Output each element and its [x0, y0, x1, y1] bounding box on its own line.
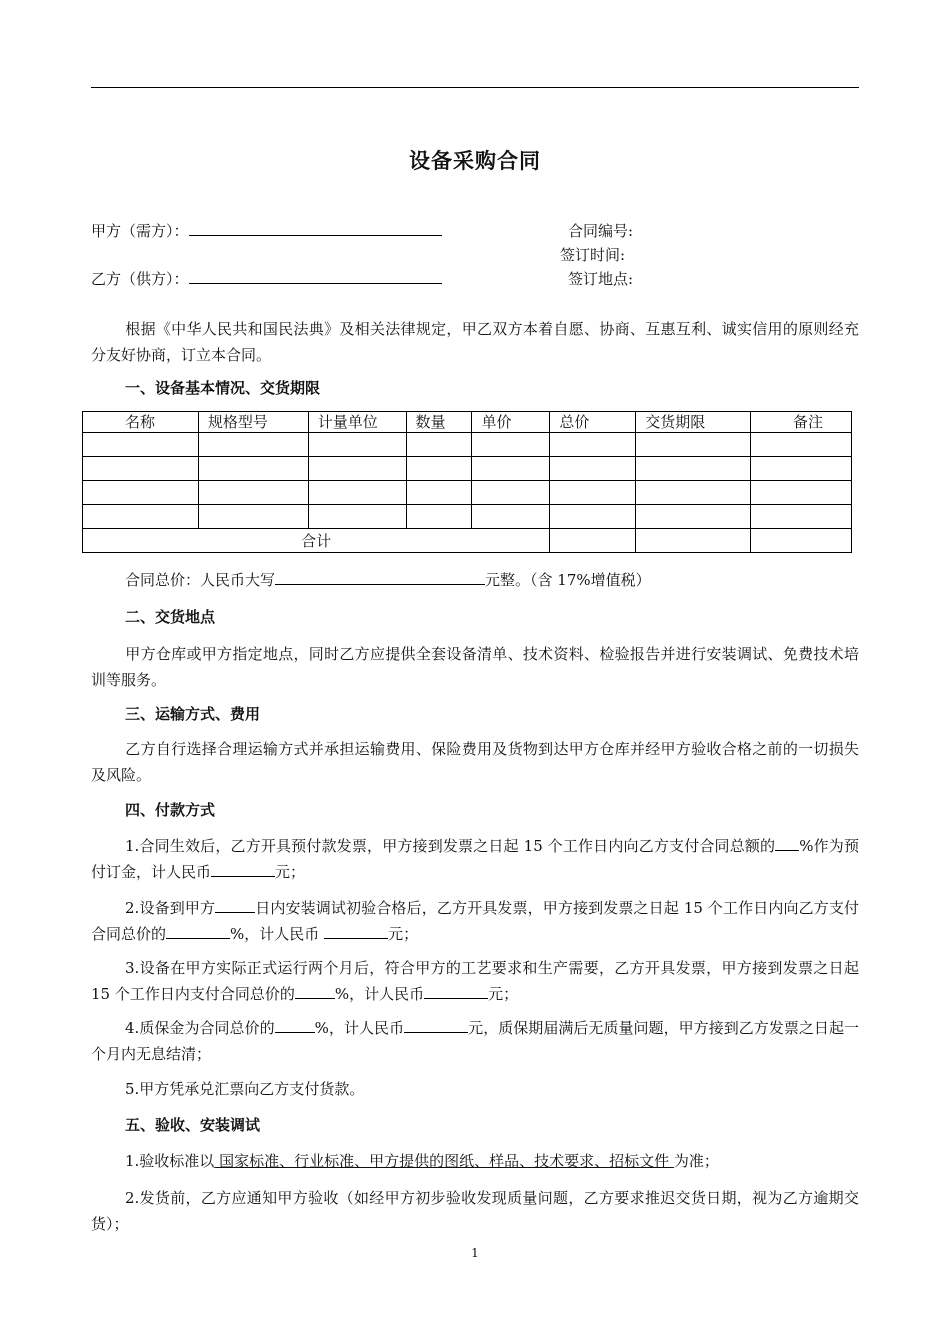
party-a-label: 甲方（需方）： [91, 222, 189, 240]
section1-heading: 一、设备基本情况、交货期限 [125, 379, 321, 397]
table-cell[interactable] [751, 529, 852, 553]
party-a-field[interactable] [189, 221, 442, 236]
payment-item-1-text: %作为预付订金，计人民币 [91, 837, 859, 881]
warranty-percent-blank[interactable] [275, 1018, 315, 1033]
table-cell[interactable] [472, 457, 550, 481]
table-cell[interactable] [472, 481, 550, 505]
prepay-percent-blank[interactable] [775, 836, 799, 851]
acceptance-item-2-text: 2.发货前，乙方应通知甲方验收（如经甲方初步验收发现质量问题，乙方要求推迟交货日期，视为乙方逾期交货）； [91, 1189, 859, 1233]
table-cell[interactable] [406, 505, 472, 529]
operation-percent-blank[interactable] [295, 984, 335, 999]
col-header: 备注 [751, 412, 852, 433]
table-cell[interactable] [83, 457, 199, 481]
table-cell[interactable] [636, 433, 751, 457]
payment-item-2-text: %，计人民币 [230, 925, 320, 943]
table-cell[interactable] [472, 505, 550, 529]
section4-heading: 四、付款方式 [125, 801, 216, 819]
table-header-row [83, 412, 852, 433]
table-row [83, 433, 852, 457]
table-cell[interactable] [550, 457, 636, 481]
col-header: 交货期限 [636, 412, 751, 433]
col-header: 名称 [83, 412, 199, 433]
table-cell[interactable] [636, 481, 751, 505]
table-cell[interactable] [751, 433, 852, 457]
table-cell[interactable] [308, 505, 406, 529]
table-total-row [83, 529, 852, 553]
section3-paragraph [91, 736, 859, 788]
acceptance-item-1 [91, 1148, 859, 1174]
document-title: 设备采购合同 [409, 148, 541, 173]
payment-item-1 [91, 833, 859, 885]
payment-item-5-text: 5.甲方凭承兑汇票向乙方支付货款。 [125, 1080, 365, 1098]
table-cell[interactable] [636, 505, 751, 529]
table-cell[interactable] [308, 481, 406, 505]
table-cell[interactable] [198, 505, 308, 529]
payment-item-2-text: 元； [388, 925, 419, 943]
payment-item-1-text: 元； [275, 863, 306, 881]
warranty-amount-blank[interactable] [404, 1018, 468, 1033]
table-cell[interactable] [406, 481, 472, 505]
total-value-cell[interactable] [550, 529, 636, 553]
col-header: 单价 [472, 412, 550, 433]
payment-item-4-text: 元，质保期届满后无质量问题，甲方接到乙方发票之日起一个月内无息结清； [91, 1019, 859, 1063]
table-cell[interactable] [472, 433, 550, 457]
install-days-blank[interactable] [215, 898, 255, 913]
payment-item-3-text: %，计人民币 [334, 985, 425, 1003]
party-b-line [91, 268, 442, 290]
payment-item-4 [91, 1015, 859, 1067]
table-cell[interactable] [198, 457, 308, 481]
table-row [83, 481, 852, 505]
sign-time-label: 签订时间: [560, 246, 626, 264]
header-rule [91, 87, 859, 88]
payment-item-2-text: 日内安装调试初验合格后，乙方开具发票，甲方接到发票之日起 15 个工作日内向乙方支付合同总价的 [91, 899, 859, 943]
col-header: 数量 [406, 412, 472, 433]
acceptance-amount-blank[interactable] [324, 924, 388, 939]
contract-no-label: 合同编号: [568, 222, 634, 240]
section5-heading: 五、验收、安装调试 [125, 1116, 261, 1134]
table-row [83, 457, 852, 481]
col-header: 规格型号 [198, 412, 308, 433]
table-cell[interactable] [550, 505, 636, 529]
total-price-blank[interactable] [275, 570, 485, 585]
total-label: 合计 [83, 529, 550, 553]
acceptance-item-1-text: 1.验收标准以 [125, 1152, 215, 1170]
acceptance-percent-blank[interactable] [166, 924, 230, 939]
table-cell[interactable] [308, 457, 406, 481]
table-cell[interactable] [83, 481, 199, 505]
acceptance-item-2 [91, 1185, 859, 1237]
payment-item-4-text: 4.质保金为合同总价的 [125, 1019, 275, 1037]
table-row [83, 505, 852, 529]
intro-paragraph [91, 316, 859, 368]
section3-text: 乙方自行选择合理运输方式并承担运输费用、保险费用及货物到达甲方仓库并经甲方验收合格之前的一切损失及风险。 [91, 740, 859, 784]
payment-item-1-text: 1.合同生效后，乙方开具预付款发票，甲方接到发票之日起 15 个工作日内向乙方支付合同总额的 [125, 837, 776, 855]
total-price-prefix: 合同总价：人民币大写 [125, 571, 276, 589]
payment-item-3 [91, 955, 859, 1007]
total-price-line [125, 569, 651, 591]
table-cell[interactable] [751, 481, 852, 505]
total-price-suffix: 元整。（含 17%增值税） [485, 571, 651, 589]
table-cell[interactable] [406, 457, 472, 481]
page-number: 1 [471, 1246, 479, 1260]
table-cell[interactable] [83, 505, 199, 529]
section2-heading: 二、交货地点 [125, 608, 216, 626]
section2-text: 甲方仓库或甲方指定地点，同时乙方应提供全套设备清单、技术资料、检验报告并进行安装调试、免费技术培训等服务。 [91, 645, 859, 689]
table-cell[interactable] [751, 505, 852, 529]
table-cell[interactable] [636, 529, 751, 553]
table-cell[interactable] [550, 481, 636, 505]
table-cell[interactable] [636, 457, 751, 481]
sign-place-label: 签订地点: [568, 270, 634, 288]
table-cell[interactable] [751, 457, 852, 481]
col-header: 总价 [550, 412, 636, 433]
table-cell[interactable] [308, 433, 406, 457]
payment-item-3-text: 3.设备在甲方实际正式运行两个月后，符合甲方的工艺要求和生产需要，乙方开具发票，甲方接到发票之日起 15 个工作日内支付合同总价的 [91, 959, 859, 1003]
party-b-field[interactable] [189, 269, 442, 284]
payment-item-5 [91, 1076, 859, 1102]
goods-table [82, 411, 852, 553]
payment-item-4-text: %，计人民币 [314, 1019, 405, 1037]
table-cell[interactable] [83, 433, 199, 457]
table-cell[interactable] [198, 433, 308, 457]
intro-text: 根据《中华人民共和国民法典》及相关法律规定，甲乙双方本着自愿、协商、互惠互利、诚实信用的原则经充分友好协商，订立本合同。 [91, 320, 859, 364]
acceptance-item-1-text: 为准； [673, 1152, 719, 1170]
table-cell[interactable] [550, 433, 636, 457]
section2-paragraph [91, 641, 859, 693]
payment-item-2-text: 2.设备到甲方 [125, 899, 216, 917]
operation-amount-blank[interactable] [424, 984, 488, 999]
col-header: 计量单位 [308, 412, 406, 433]
prepay-amount-blank[interactable] [211, 862, 275, 877]
party-a-line [91, 220, 442, 242]
section3-heading: 三、运输方式、费用 [125, 705, 261, 723]
table-cell[interactable] [406, 433, 472, 457]
table-cell[interactable] [198, 481, 308, 505]
payment-item-3-text: 元； [488, 985, 519, 1003]
acceptance-standard-text: 国家标准、行业标准、甲方提供的图纸、样品、技术要求、招标文件 [214, 1152, 674, 1170]
party-b-label: 乙方（供方）： [91, 270, 189, 288]
payment-item-2 [91, 895, 859, 947]
